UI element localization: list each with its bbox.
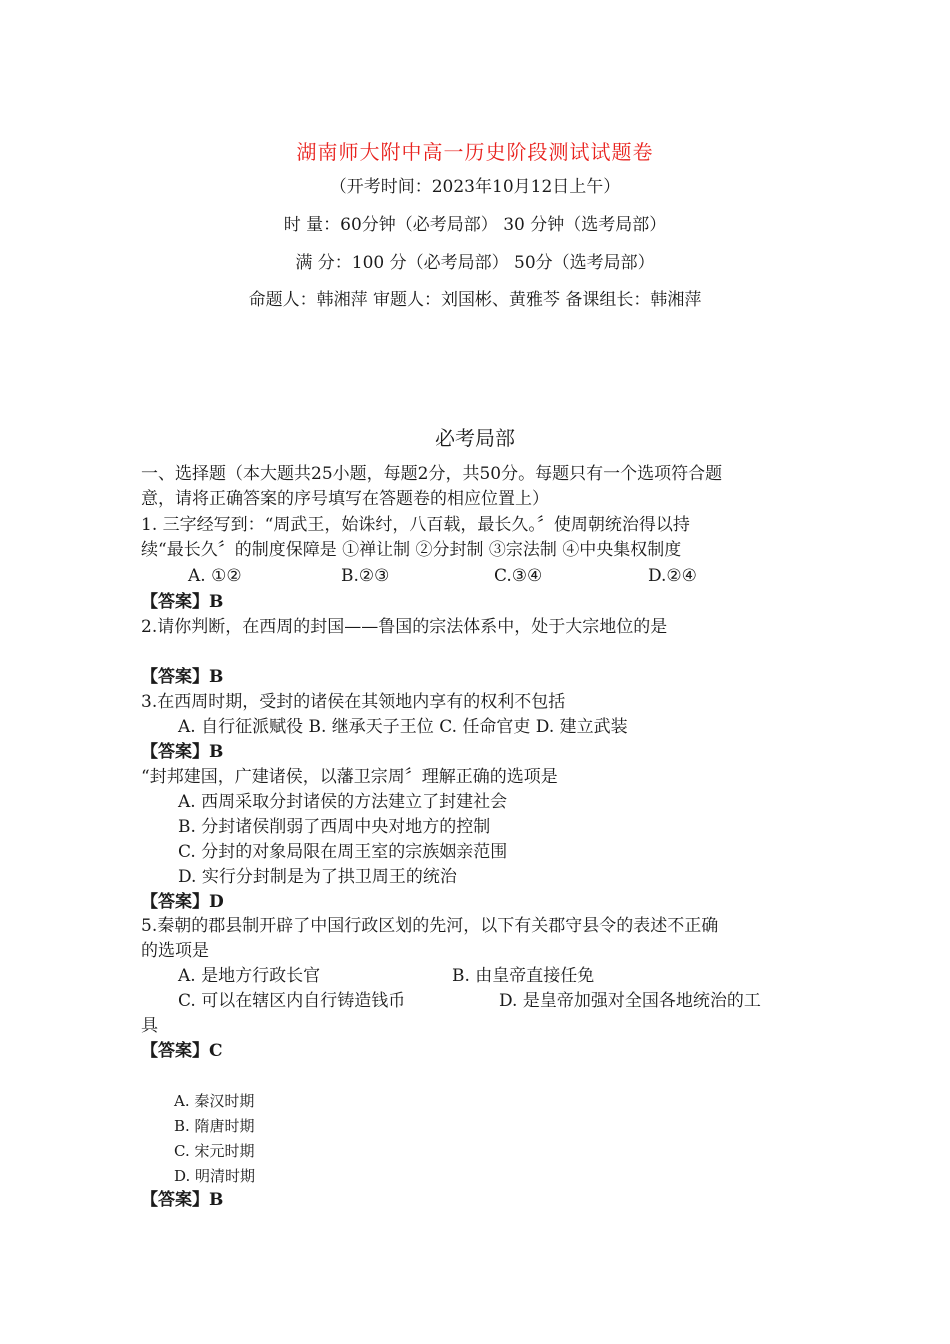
q1-option-c: C.③④ xyxy=(494,566,543,586)
q5-answer: 【答案】C xyxy=(141,1041,223,1061)
q6-answer: 【答案】B xyxy=(141,1190,224,1210)
q4-option-d: D. 实行分封制是为了拱卫周王的统治 xyxy=(178,867,457,887)
section-instruction-line1: 一、选择题（本大题共25小题，每题2分，共50分。每题只有一个选项符合题 xyxy=(141,464,723,484)
q3-answer: 【答案】B xyxy=(141,742,224,762)
q5-stem-line1: 5.秦朝的郡县制开辟了中国行政区划的先河，以下有关郡守县令的表述不正确 xyxy=(141,916,719,936)
q5-option-a: A. 是地方行政长官 xyxy=(178,966,321,986)
q4-option-c: C. 分封的对象局限在周王室的宗族姻亲范围 xyxy=(178,842,508,862)
q4-option-b: B. 分封诸侯削弱了西周中央对地方的控制 xyxy=(178,817,491,837)
q1-stem-line1: 1. 三字经写到：“周武王，始诛纣，八百载，最长久。〞使周朝统治得以持 xyxy=(141,515,690,535)
exam-authors: 命题人：韩湘萍 审题人：刘国彬、黄雅芩 备课组长：韩湘萍 xyxy=(248,290,702,310)
q2-stem: 2.请你判断，在西周的封国——鲁国的宗法体系中，处于大宗地位的是 xyxy=(141,617,668,637)
q6-option-d: D. 明清时期 xyxy=(174,1167,256,1185)
section-title: 必考局部 xyxy=(435,426,515,450)
q5-option-d-continued: 具 xyxy=(141,1016,158,1036)
q1-option-b: B.②③ xyxy=(341,566,390,586)
q6-option-b: B. 隋唐时期 xyxy=(174,1117,255,1135)
exam-duration: 时 量：60分钟（必考局部） 30 分钟（选考局部） xyxy=(283,215,667,235)
exam-title: 湖南师大附中高一历史阶段测试试题卷 xyxy=(296,140,654,164)
q6-option-c: C. 宋元时期 xyxy=(174,1142,255,1160)
section-instruction-line2: 意，请将正确答案的序号填写在答题卷的相应位置上） xyxy=(141,489,549,509)
q5-stem-line2: 的选项是 xyxy=(141,941,209,961)
q2-answer: 【答案】B xyxy=(141,667,224,687)
q1-option-a: A. ①② xyxy=(188,566,242,586)
q4-option-a: A. 西周采取分封诸侯的方法建立了封建社会 xyxy=(178,792,508,812)
exam-full-score: 满 分：100 分（必考局部） 50分（选考局部） xyxy=(295,253,655,273)
exam-time: （开考时间：2023年10月12日上午） xyxy=(329,177,621,197)
q1-stem-line2: 续“最长久〞的制度保障是 ①禅让制 ②分封制 ③宗法制 ④中央集权制度 xyxy=(141,540,682,560)
q1-answer: 【答案】B xyxy=(141,592,224,612)
q4-answer: 【答案】D xyxy=(141,892,224,912)
q5-option-b: B. 由皇帝直接任免 xyxy=(452,966,595,986)
q1-option-d: D.②④ xyxy=(648,566,697,586)
q4-stem: “封邦建国，广建诸侯，以藩卫宗周〞理解正确的选项是 xyxy=(141,767,558,787)
q5-option-d: D. 是皇帝加强对全国各地统治的工 xyxy=(499,991,761,1011)
q3-options: A. 自行征派赋役 B. 继承天子王位 C. 任命官吏 D. 建立武装 xyxy=(178,717,628,737)
q5-option-c: C. 可以在辖区内自行铸造钱币 xyxy=(178,991,406,1011)
q6-option-a: A. 秦汉时期 xyxy=(174,1092,255,1110)
q3-stem: 3.在西周时期，受封的诸侯在其领地内享有的权利不包括 xyxy=(141,692,566,712)
